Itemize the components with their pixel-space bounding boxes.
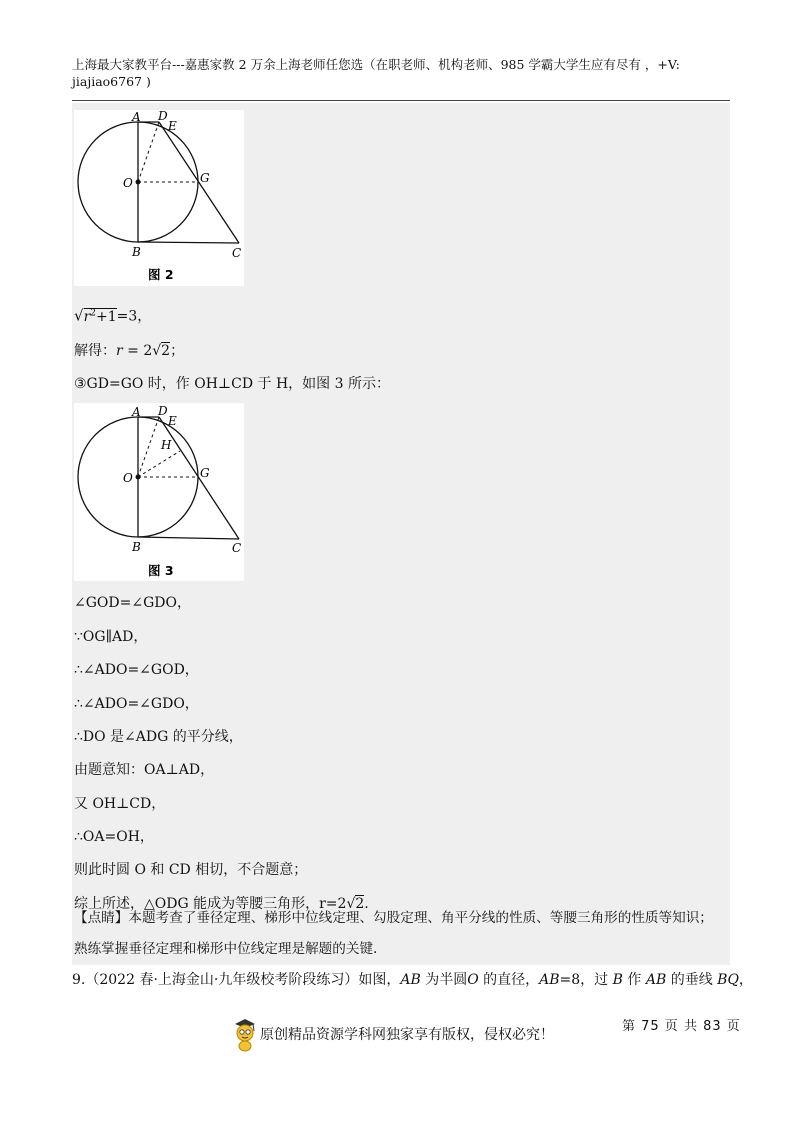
label-g: G — [200, 171, 210, 185]
label-o: O — [123, 471, 133, 485]
comment-line-2: 熟练掌握垂径定理和梯形中位线定理是解题的关键. — [74, 941, 378, 957]
summary-sqrt: 2 — [355, 896, 365, 912]
step-1: ∠GOD=∠GDO， — [74, 595, 191, 611]
q9-ab1: AB — [400, 972, 421, 988]
eq-exp: 2 — [90, 308, 96, 318]
figure-2-caption: 图 2 — [148, 267, 174, 282]
q9-t5: 的垂线 — [666, 972, 718, 988]
q9-t2: 的直径， — [478, 972, 540, 988]
label-c: C — [232, 541, 242, 555]
label-d: D — [158, 404, 168, 418]
q9-t3: =8，过 — [559, 972, 613, 988]
case-3-text: ③GD=GO 时，作 OH⊥CD 于 H，如图 3 所示： — [74, 376, 390, 392]
eq-rest: +1 — [96, 308, 117, 325]
step-3: ∴∠ADO=∠GOD， — [74, 662, 199, 678]
summary-line: 综上所述，△ODG 能成为等腰三角形，r=2√2. — [74, 896, 369, 912]
label-d: D — [158, 110, 168, 123]
label-e: E — [168, 414, 177, 428]
step-5: ∴DO 是∠ADG 的平分线， — [74, 729, 243, 745]
step-9: 则此时圆 O 和 CD 相切，不合题意； — [74, 862, 308, 878]
eq-r: r — [83, 308, 91, 325]
solve-r: r — [116, 343, 123, 359]
solve-prefix: 解得： — [74, 343, 116, 359]
step-2: ∵OG∥AD， — [74, 629, 148, 645]
page-number: 第 75 页 共 83 页 — [622, 1019, 741, 1034]
comment-line-1: 【点睛】本题考查了垂径定理、梯形中位线定理、勾股定理、角平分线的性质、等腰三角形的性质等知识； — [74, 910, 713, 926]
solve-sqrt: 2 — [161, 343, 171, 359]
q9-bq: BQ — [717, 972, 739, 988]
summary-coef: 2 — [337, 896, 347, 912]
label-h: H — [161, 438, 172, 452]
label-a: A — [132, 405, 141, 419]
step-6: 由题意知：OA⊥AD， — [74, 762, 215, 778]
copyright-notice: 原创精品资源学科网独家享有版权，侵权必究！ — [260, 1027, 554, 1043]
label-e: E — [168, 119, 177, 133]
q9-t4: 作 — [622, 972, 646, 988]
summary-prefix: 综上所述，△ODG 能成为等腰三角形，r= — [74, 896, 338, 912]
header-line-1: 上海最大家教平台---嘉惠家教 2 万余上海老师任您选（在职老师、机构老师、985 学霸大学生应有尽有 ，+V: — [72, 57, 680, 72]
label-b: B — [132, 540, 141, 554]
figure-3-caption: 图 3 — [148, 563, 174, 578]
q9-source: （2022 春·上海金山·九年级校考阶段练习）如图， — [85, 972, 401, 988]
solve-suffix: ； — [170, 343, 185, 359]
question-9 — [72, 970, 753, 990]
q9-number: 9. — [72, 972, 86, 988]
step-8: ∴OA=OH， — [74, 829, 154, 845]
label-o: O — [123, 176, 133, 190]
mascot-logo-icon — [232, 1018, 258, 1056]
label-c: C — [232, 246, 242, 260]
equation-sqrt: $√r^2+1=3$， — [74, 306, 152, 325]
label-g: G — [200, 466, 210, 480]
solve-line: 解得：r = 2√2； — [74, 343, 185, 359]
figure-2 — [74, 110, 244, 286]
page-header — [72, 56, 732, 90]
step-4: ∴∠ADO=∠GDO， — [74, 696, 199, 712]
q9-ab3: AB — [645, 972, 667, 988]
solve-eq: = 2 — [122, 343, 153, 359]
label-a: A — [132, 110, 141, 124]
summary-suffix: . — [364, 896, 369, 912]
header-divider — [72, 100, 730, 101]
q9-t6: ， — [738, 972, 753, 988]
q9-t1: 为半圆 — [420, 972, 468, 988]
q9-ab2: AB — [539, 972, 560, 988]
figure-3 — [74, 403, 244, 581]
q9-b: B — [612, 972, 623, 988]
step-7: 又 OH⊥CD， — [74, 796, 166, 812]
q9-o: O — [467, 972, 479, 988]
label-b: B — [132, 245, 141, 259]
eq-rhs: =3， — [116, 308, 152, 325]
header-line-2: jiajiao6767 ) — [72, 74, 151, 89]
